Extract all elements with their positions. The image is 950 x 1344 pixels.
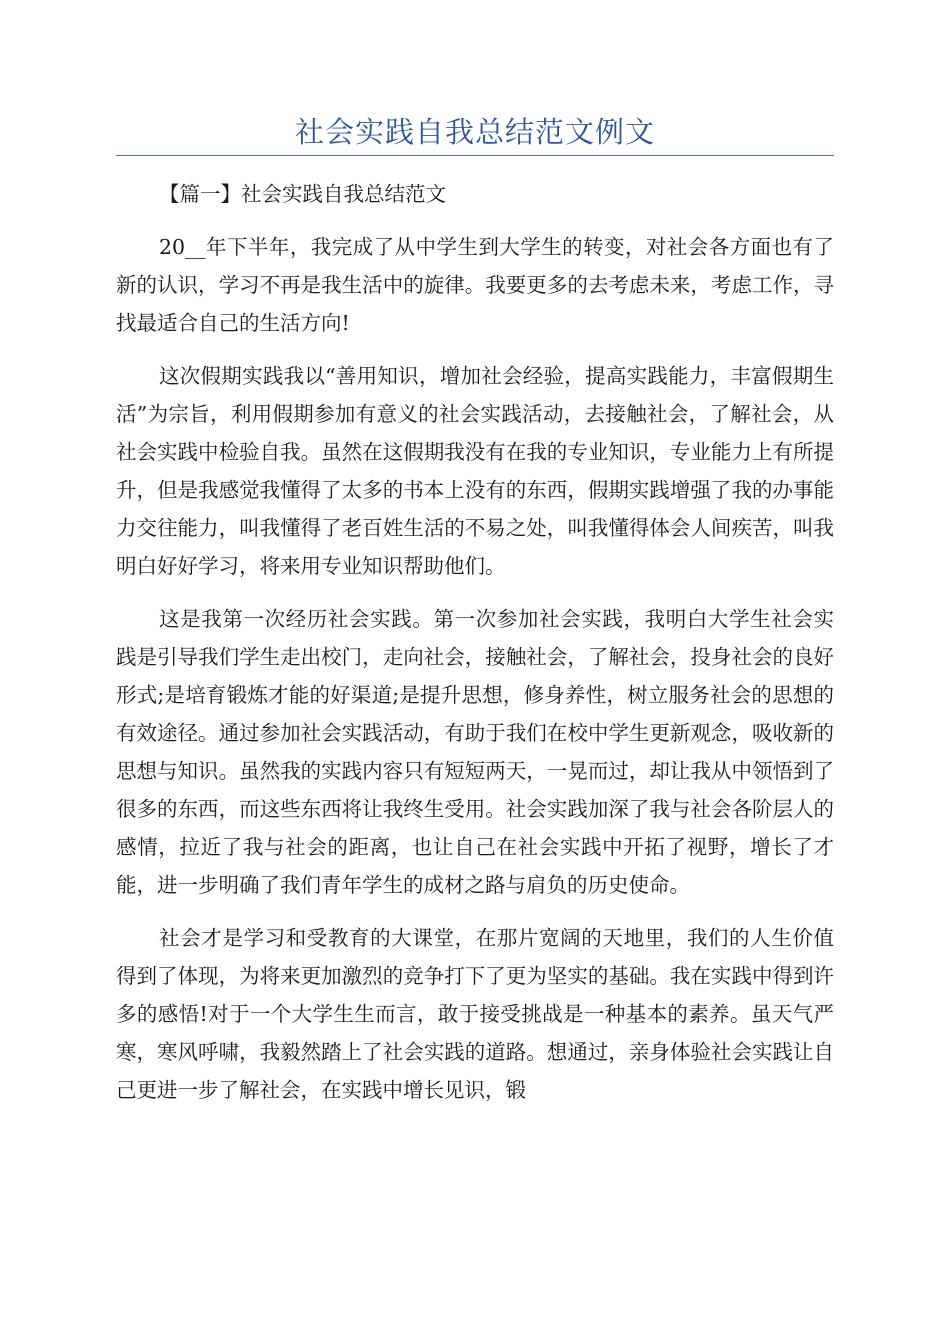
paragraph-1: 20__年下半年，我完成了从中学生到大学生的转变，对社会各方面也有了新的认识，学习不再是我生活中的旋律。我要更多的去考虑未来，考虑工作，寻找最适合自己的生活方向!: [116, 235, 834, 335]
paragraph-2: 这次假期实践我以“善用知识，增加社会经验，提高实践能力，丰富假期生活”为宗旨，利用假期参加有意义的社会实践活动，去接触社会，了解社会，从社会实践中检验自我。虽然在这假期我没有在我的专业知识，专业能力上有所提升，但是我感觉我懂得了太多的书本上没有的东西，假期实践增强了我的办事能力交往能力，叫我懂得了老百姓生活的不易之处，叫我懂得体会人间疾苦，叫我明白好好学习，将来用专业知识帮助他们。: [116, 364, 834, 578]
title-underline: [116, 155, 834, 156]
document-body: [116, 175, 834, 1124]
paragraph-4: 社会才是学习和受教育的大课堂，在那片宽阔的天地里，我们的人生价值得到了体现，为将来更加激烈的竞争打下了更为坚实的基础。我在实践中得到许多的感悟!对于一个大学生生而言，敢于接受挑战是一种基本的素养。虽天气严寒，寒风呼啸，我毅然踏上了社会实践的道路。想通过，亲身体验社会实践让自己更进一步了解社会，在实践中增长见识，锻: [116, 926, 834, 1102]
document-title: 社会实践自我总结范文例文: [294, 115, 655, 149]
paragraph-3: 这是我第一次经历社会实践。第一次参加社会实践，我明白大学生社会实践是引导我们学生走出校门，走向社会，接触社会，了解社会，投身社会的良好形式;是培育锻炼才能的好渠道;是提升思想，修身养性，树立服务社会的思想的有效途径。通过参加社会实践活动，有助于我们在校中学生更新观念，吸收新的思想与知识。虽然我的实践内容只有短短两天，一晃而过，却让我从中领悟到了很多的东西，而这些东西将让我终生受用。社会实践加深了我与社会各阶层人的感情，拉近了我与社会的距离，也让自己在社会实践中开拓了视野，增长了才能，进一步明确了我们青年学生的成材之路与肩负的历史使命。: [116, 607, 834, 897]
section-heading: 【篇一】社会实践自我总结范文: [159, 182, 446, 206]
